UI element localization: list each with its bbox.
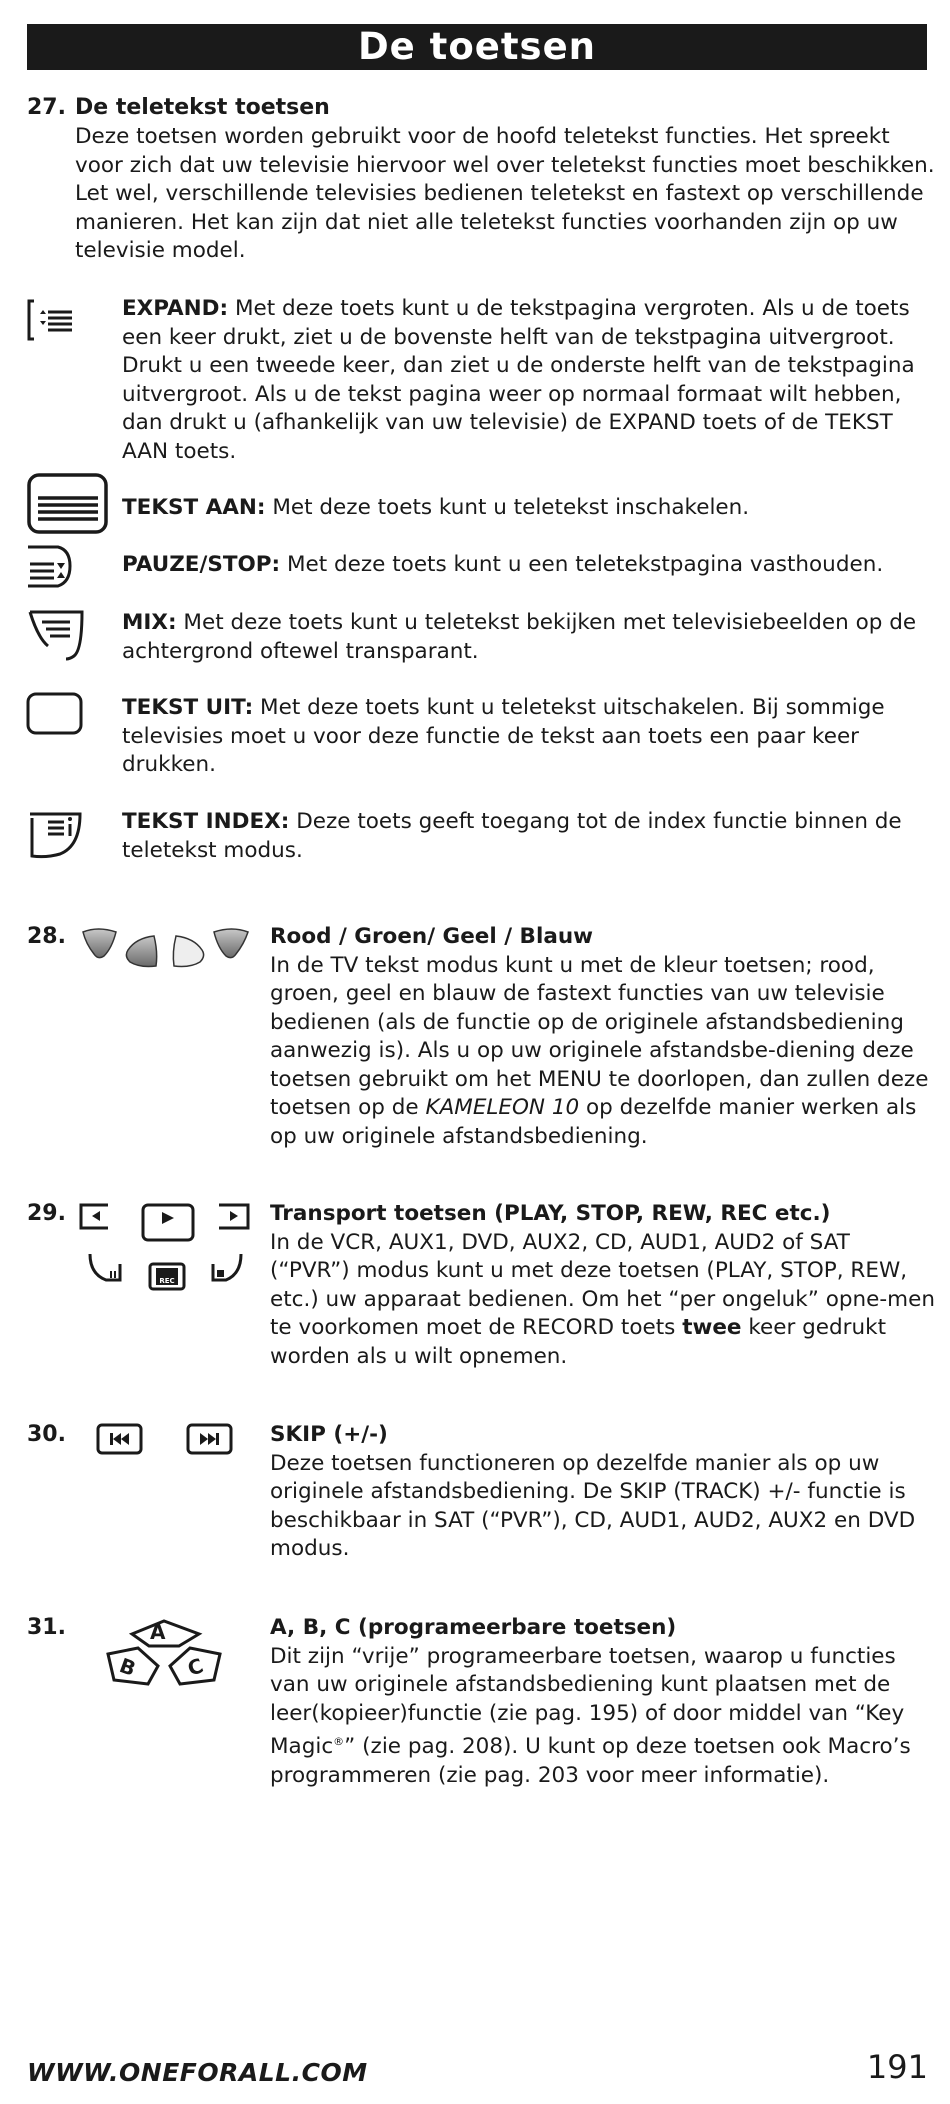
mix-icon: [26, 606, 88, 662]
tekst-index-icon: [26, 808, 86, 860]
list-item: [122, 694, 932, 780]
item-label: MIX:: [122, 610, 177, 635]
body-text: ” (zie pag. 208). U kunt op deze toetsen ook Macro’s programmeren (zie pag. 203 voor meer informatie).: [270, 1734, 911, 1788]
body-text: op dezelfde manier werken als op uw originele afstandsbediening.: [270, 1095, 917, 1149]
key-b-label: B: [116, 1653, 139, 1681]
expand-icon: [26, 297, 76, 347]
page-title: De toetsen: [27, 24, 927, 70]
body-text: In de TV tekst modus kunt u met de kleur toetsen; rood, groen, geel en blauw de fastext functies van uw televisie bedienen (als de functie op de originele afstandsbediening aanwezig is). Als u op uw originele afstandsbe-diening deze toetsen gebruikt om het MENU te doorlopen, dan zullen deze toetsen op de: [270, 952, 929, 1120]
footer-url[interactable]: WWW.ONEFORALL.COM: [27, 2058, 368, 2087]
list-item: [122, 494, 932, 523]
product-name: KAMELEON 10: [425, 1095, 580, 1120]
section-number: 31.: [27, 1615, 66, 1640]
item-text: Met deze toets kunt u de tekstpagina vergroten. Als u de toets een keer drukt, ziet u de bovenste helft van de tekstpagina uitvergroot. Drukt u een tweede keer, dan ziet u de onderste helft van de tekstpagina uitvergroot. Als u de tekst pagina weer op normaal formaat wilt hebben, dan drukt u (afhankelijk van uw televisie) de EXPAND toets of de TEKST AAN toets.: [122, 296, 915, 464]
section-content: [270, 1614, 935, 1790]
item-label: EXPAND:: [122, 296, 229, 321]
item-label: TEKST AAN:: [122, 495, 266, 520]
item-label: PAUZE/STOP:: [122, 552, 281, 577]
page-number: 191: [866, 2048, 928, 2086]
section-number: 28.: [27, 924, 66, 949]
list-item: [122, 808, 932, 865]
item-label: TEKST UIT:: [122, 695, 254, 720]
section-number: 30.: [27, 1422, 66, 1447]
emphasis: twee: [682, 1315, 742, 1340]
section-number: 29.: [27, 1201, 66, 1226]
section-title: Transport toetsen (PLAY, STOP, REW, REC etc.): [270, 1201, 831, 1226]
item-text: Met deze toets kunt u teletekst inschakelen.: [265, 495, 750, 520]
section-number: 27.: [27, 95, 66, 120]
list-item: [122, 295, 932, 466]
pauze-icon: [26, 544, 76, 590]
section-title: De teletekst toetsen: [75, 95, 330, 120]
registered-mark: ®: [333, 1735, 345, 1748]
list-item: [122, 609, 932, 666]
item-text: Deze toets geeft toegang tot de index functie binnen de teletekst modus.: [122, 809, 902, 863]
section-title: Rood / Groen/ Geel / Blauw: [270, 924, 593, 949]
item-text: Met deze toets kunt u een teletekstpagina vasthouden.: [280, 552, 884, 577]
body-text: Dit zijn “vrije” programeerbare toetsen, waarop u functies van uw originele afstandsbediening kunt plaatsen met de leer(kopieer)functie (zie pag. 195) of door middel van “Key Magic: [270, 1643, 905, 1760]
tekst-uit-icon: [26, 692, 84, 736]
section-body: [270, 952, 935, 1152]
section-title: SKIP (+/-): [270, 1422, 388, 1447]
key-a-label: A: [150, 1620, 166, 1644]
section-content: [270, 1200, 935, 1371]
skip-back-icon: [96, 1423, 144, 1455]
section-body: [270, 1643, 935, 1791]
section-content: [270, 1421, 935, 1564]
key-c-label: C: [184, 1653, 207, 1681]
item-text: Met deze toets kunt u teletekst uitschakelen. Bij sommige televisies moet u voor deze functie de tekst aan toets een paar keer drukken.: [122, 695, 885, 777]
list-item: [122, 551, 932, 580]
rec-label: REC: [159, 1277, 175, 1285]
color-keys-icon: [80, 926, 252, 972]
body-text: keer gedrukt worden als u wilt opnemen.: [270, 1315, 887, 1369]
body-text: In de VCR, AUX1, DVD, AUX2, CD, AUD1, AUD2 of SAT (“PVR”) modus kunt u met deze toetsen (PLAY, STOP, REW, etc.) uw apparaat bedienen. Om het “per ongeluk” opne-men te voorkomen moet de RECORD toets: [270, 1229, 935, 1340]
section-title: A, B, C (programeerbare toetsen): [270, 1615, 677, 1640]
skip-forward-icon: [186, 1423, 234, 1455]
section-body: [270, 1229, 935, 1372]
section-body: Deze toetsen functioneren op dezelfde manier als op uw originele afstandsbediening. De SKIP (TRACK) +/- functie is beschikbaar in SAT (“PVR”), CD, AUD1, AUD2, AUX2 en DVD modus.: [270, 1450, 916, 1561]
item-label: TEKST INDEX:: [122, 809, 290, 834]
section-intro: Deze toetsen worden gebruikt voor de hoofd teletekst functies. Het spreekt voor zich dat uw televisie hiervoor wel over teletekst functies moet beschikken. Let wel, verschillende televisies bedienen teletekst en fastext op verschillende manieren. Het kan zijn dat niet alle teletekst functies voorhanden zijn op uw televisie model.: [75, 124, 935, 263]
item-text: Met deze toets kunt u teletekst bekijken met televisiebeelden op de achtergrond oftewel transparant.: [122, 610, 917, 664]
section-content: [270, 923, 935, 1151]
tekst-aan-icon: [26, 472, 110, 536]
